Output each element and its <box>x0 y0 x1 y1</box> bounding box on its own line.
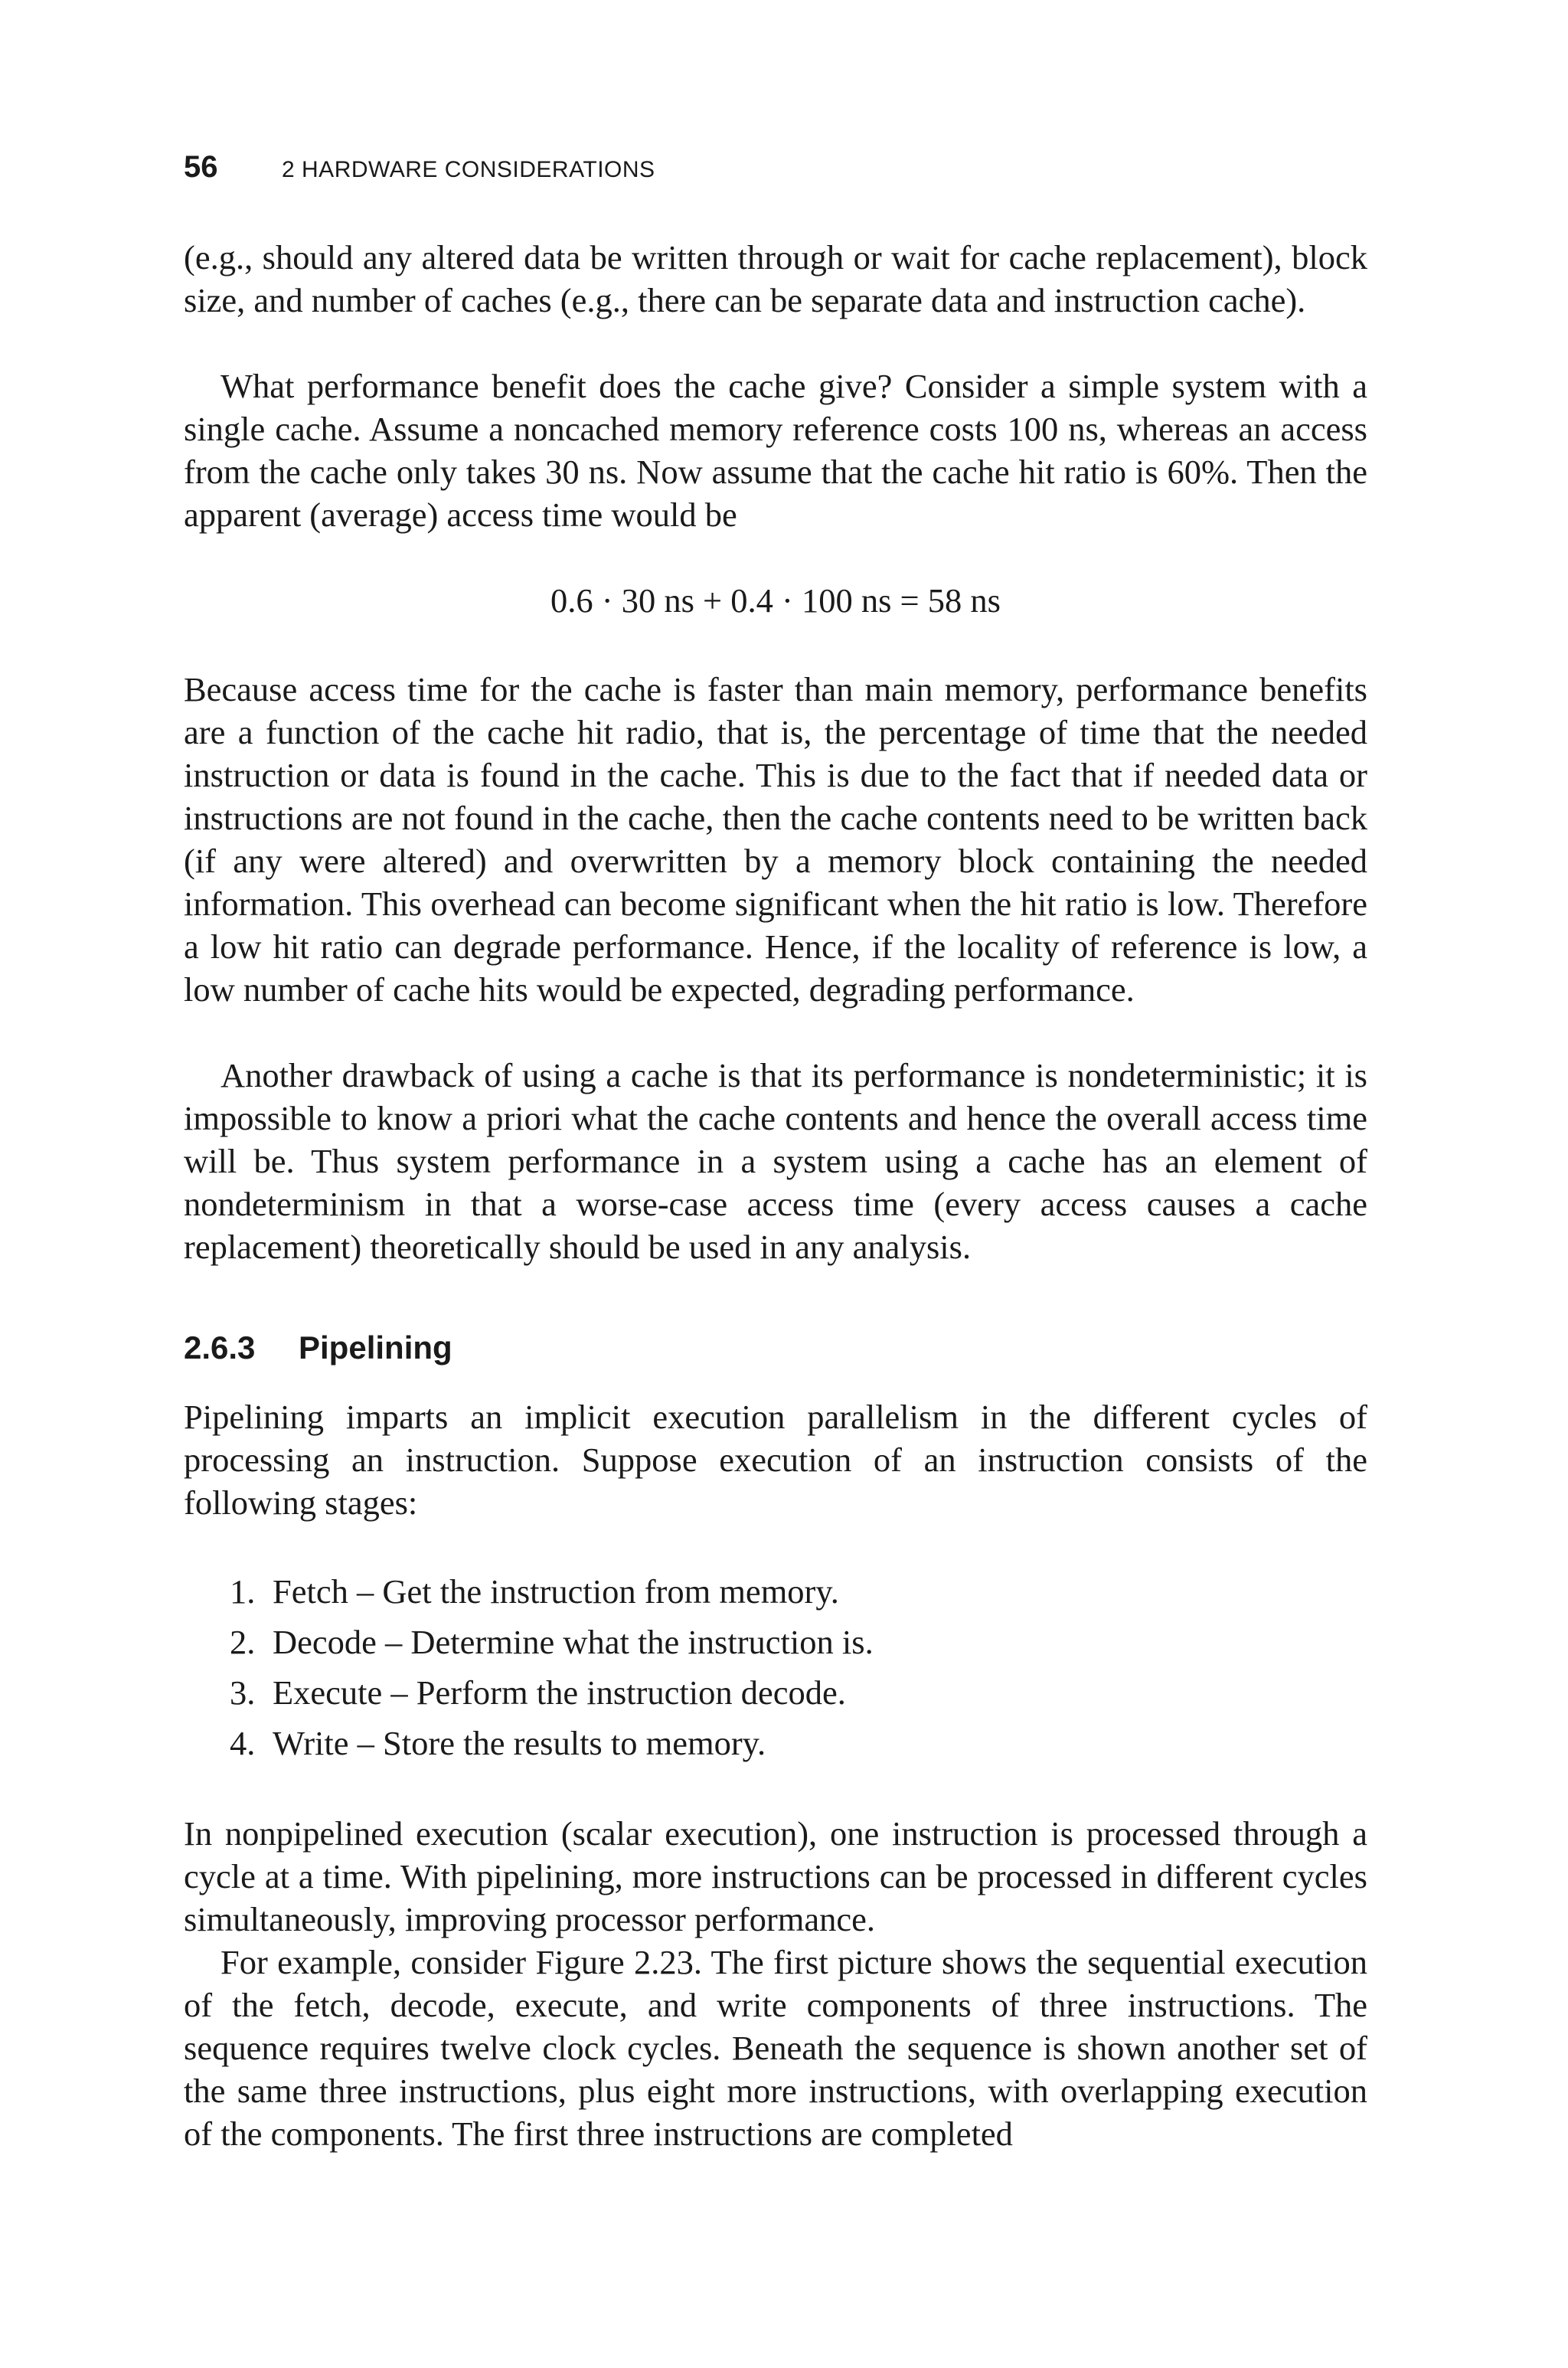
list-item: 1. Fetch – Get the instruction from memory. <box>230 1572 839 1611</box>
equation-access-time: 0.6 · 30 ns + 0.4 · 100 ns = 58 ns <box>550 581 1001 620</box>
page-number: 56 <box>184 150 218 184</box>
list-item: 3. Execute – Perform the instruction decode. <box>230 1673 846 1712</box>
paragraph-cache-options: (e.g., should any altered data be written through or wait for cache replacement), block size, and number of caches (e.g., there can be separate data and instruction cache). <box>184 238 1367 319</box>
paragraph-scalar-execution: In nonpipelined execution (scalar execution), one instruction is processed through a cycle at a time. With pipelining, more instructions can be processed in different cycles simultaneously, improving processor performance. <box>184 1814 1367 1938</box>
chapter-title: 2 HARDWARE CONSIDERATIONS <box>282 157 655 182</box>
paragraph-nondeterminism: Another drawback of using a cache is that its performance is nondeterministic; it is impossible to know a priori what the cache contents and hence the overall access time will be. Thus system performance in a system using a cache has an element of nondeterminism in that a worse-case access time (every access causes a cache replacement) theoretically should be used in any analysis. <box>184 1056 1367 1266</box>
list-item: 4. Write – Store the results to memory. <box>230 1724 766 1762</box>
paragraph-figure-example: For example, consider Figure 2.23. The first picture shows the sequential execution of the fetch, decode, execute, and write components of three instructions. The sequence requires twelve clock cycles. Beneath the sequence is shown another set of the same three instructions, plus eight more instructions, with overlapping execution of the components. The first three instructions are completed <box>184 1943 1367 2153</box>
list-item: 2. Decode – Determine what the instruction is. <box>230 1623 874 1661</box>
pipeline-stages-list <box>230 1570 874 1772</box>
section-number: 2.6.3 <box>184 1330 256 1366</box>
paragraph-cache-benefit: What performance benefit does the cache give? Consider a simple system with a single cache. Assume a noncached memory reference costs 100 ns, whereas an access from the cache only takes 30 ns. Now assume that the cache hit ratio is 60%. Then the apparent (average) access time would be <box>184 367 1367 534</box>
paragraph-hit-ratio: Because access time for the cache is faster than main memory, performance benefits are a function of the cache hit radio, that is, the percentage of time that the needed instruction or data is found in the cache. This is due to the fact that if needed data or instructions are not found in the cache, then the cache contents need to be written back (if any were altered) and overwritten by a memory block containing the needed information. This overhead can become significant when the hit ratio is low. Therefore a low hit ratio can degrade performance. Hence, if the locality of reference is low, a low number of cache hits would be expected, degrading performance. <box>184 670 1367 1009</box>
section-title: Pipelining <box>299 1330 452 1366</box>
section-heading <box>184 1326 452 1369</box>
running-head <box>184 150 655 185</box>
paragraph-pipelining-intro: Pipelining imparts an implicit execution parallelism in the different cycles of processing an instruction. Suppose execution of an instruction consists of the following stages: <box>184 1398 1367 1522</box>
